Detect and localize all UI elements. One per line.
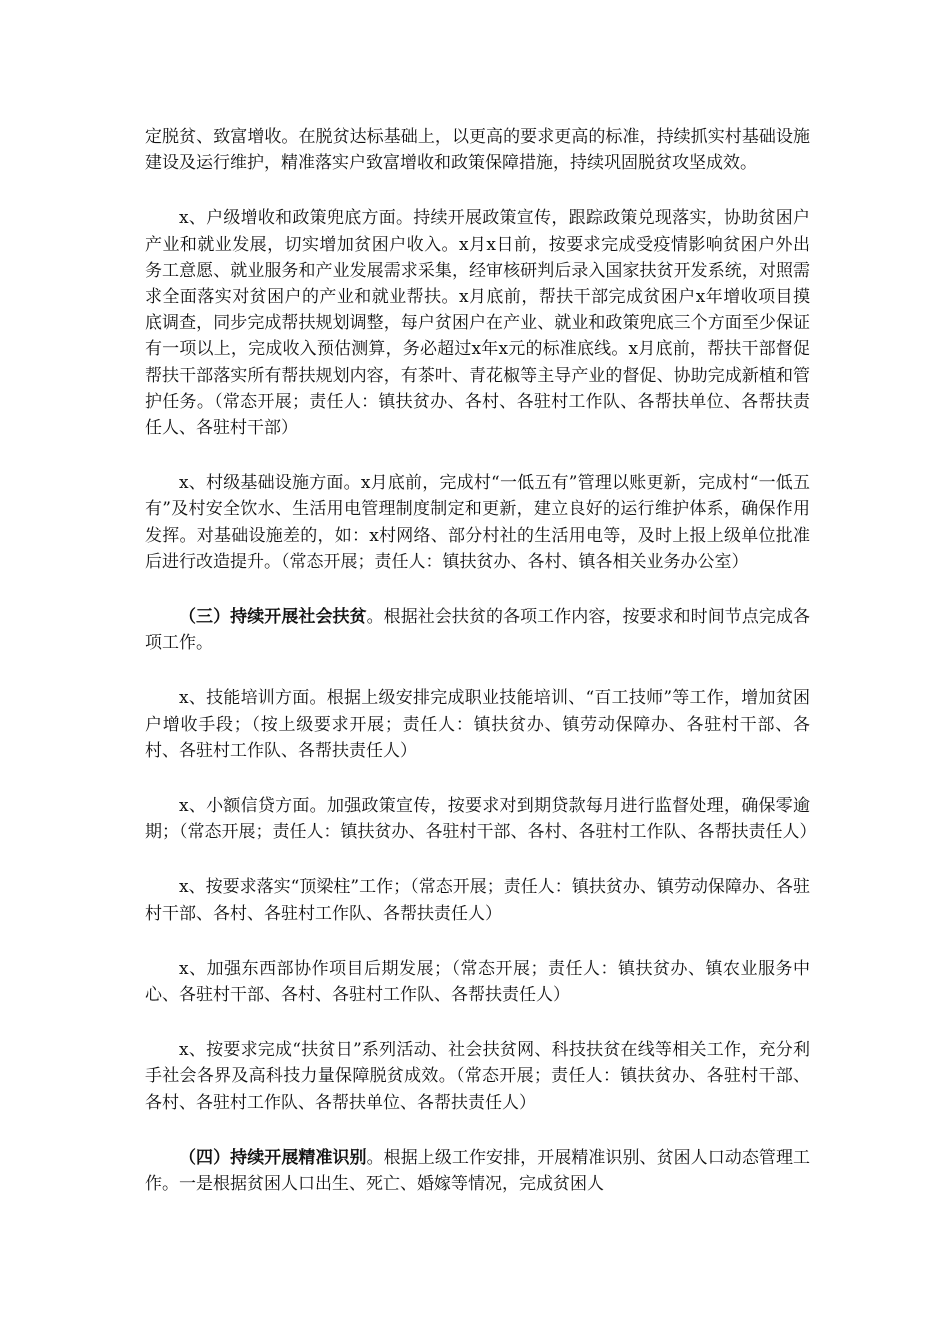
paragraph-text: x、村级基础设施方面。x月底前，完成村“一低五有”管理以账更新，完成村“一低五有”及村安全饮水、生活用电管理制度制定和更新，建立良好的运行维护体系，确保作用发挥。对基础设施差的，如：x村网络、部分村社的生活用电等，及时上报上级单位批准后进行改造提升。（常态开展；责任人：镇扶贫办、各村、镇各相关业务办公室） (145, 473, 810, 572)
paragraph-social-poverty-alleviation (145, 604, 810, 656)
paragraph-text: x、加强东西部协作项目后期发展；（常态开展；责任人：镇扶贫办、镇农业服务中心、各驻村干部、各村、各驻村工作队、各帮扶责任人） (145, 958, 810, 1006)
section-heading: （三）持续开展社会扶贫 (179, 607, 367, 628)
section-heading: （四）持续开展精准识别 (179, 1147, 367, 1168)
paragraph-text: 。根据上级工作安排，开展精准识别、贫困人口动态管理工作。一是根据贫困人口出生、死亡、婚嫁等情况，完成贫困人 (145, 1147, 811, 1195)
paragraph-pillar-work (145, 874, 810, 926)
paragraph-text: x、按要求落实“顶梁柱”工作；（常态开展；责任人：镇扶贫办、镇劳动保障办、各驻村干部、各村、各驻村工作队、各帮扶责任人） (145, 877, 810, 924)
paragraph-skills-training (145, 685, 810, 764)
paragraph-poverty-day (145, 1037, 810, 1116)
document-page (145, 124, 817, 1197)
paragraph-text: 。根据社会扶贫的各项工作内容，按要求和时间节点完成各项工作。 (145, 607, 811, 654)
paragraph-text: 定脱贫、致富增收。在脱贫达标基础上，以更高的要求更高的标准，持续抓实村基础设施建设及运行维护，精准落实户致富增收和政策保障措施，持续巩固脱贫攻坚成效。 (145, 127, 810, 174)
paragraph-precise-identification (145, 1145, 810, 1197)
paragraph-text: x、技能培训方面。根据上级安排完成职业技能培训、“百工技师”等工作，增加贫困户增收手段；（按上级要求开展；责任人：镇扶贫办、镇劳动保障办、各驻村干部、各村、各驻村工作队、各帮扶责任人） (145, 688, 810, 761)
paragraph-microcredit (145, 793, 817, 845)
paragraph-east-west-cooperation (145, 956, 810, 1008)
paragraph-text: x、户级增收和政策兜底方面。持续开展政策宣传，跟踪政策兑现落实，协助贫困户产业和就业发展，切实增加贫困户收入。x月x日前，按要求完成受疫情影响贫困户外出务工意愿、就业服务和产业发展需求采集，经审核研判后录入国家扶贫开发系统，对照需求全面落实对贫困户的产业和就业帮扶。x月底前，帮扶干部完成贫困户x年增收项目摸底调查，同步完成帮扶规划调整，每户贫困户在产业、就业和政策兜底三个方面至少保证有一项以上，完成收入预估测算，务必超过x年x元的标准底线。x月底前，帮扶干部督促帮扶干部落实所有帮扶规划内容，有茶叶、青花椒等主导产业的督促、协助完成新植和管护任务。（常态开展；责任人：镇扶贫办、各村、各驻村工作队、各帮扶单位、各帮扶责任人、各驻村干部） (145, 208, 810, 439)
paragraph-village-infrastructure (145, 470, 810, 575)
paragraph-text: x、按要求完成“扶贫日”系列活动、社会扶贫网、科技扶贫在线等相关工作，充分利手社会各界及高科技力量保障脱贫成效。（常态开展；责任人：镇扶贫办、各驻村干部、各村、各驻村工作队、各帮扶单位、各帮扶责任人） (145, 1040, 810, 1113)
paragraph-household-income (145, 205, 810, 441)
paragraph-continuation (145, 124, 810, 176)
paragraph-text: x、小额信贷方面。加强政策宣传，按要求对到期贷款每月进行监督处理，确保零逾期；（常态开展；责任人：镇扶贫办、各驻村干部、各村、各驻村工作队、各帮扶责任人） (145, 796, 817, 843)
